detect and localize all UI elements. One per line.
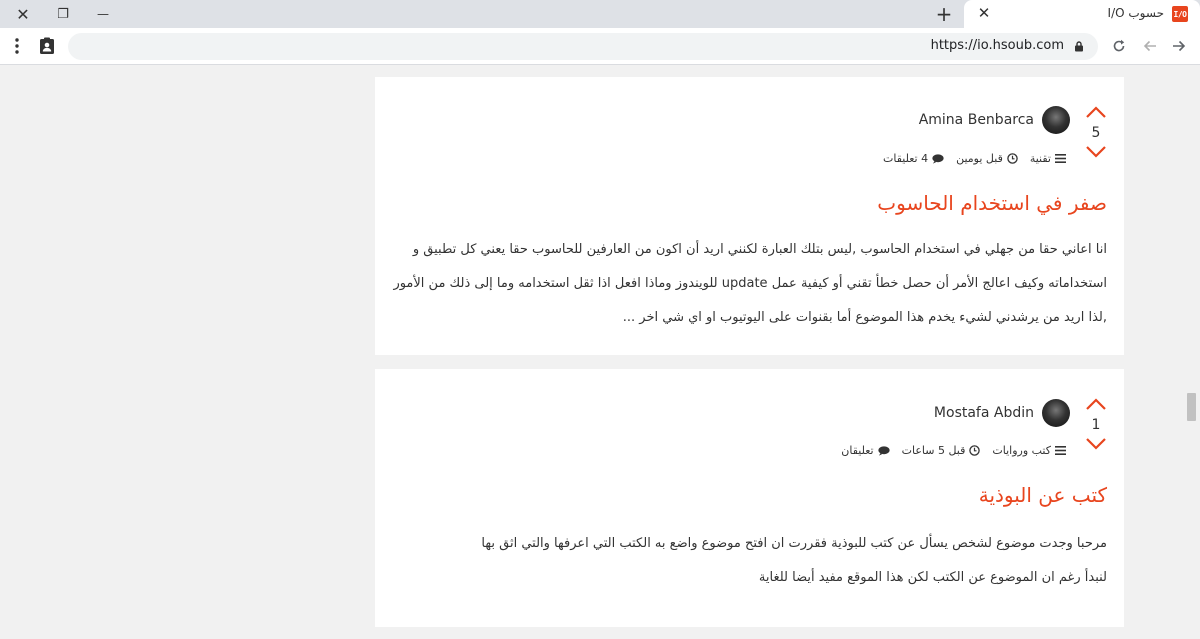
category-link[interactable] <box>1030 152 1066 165</box>
restore-icon: ❐ <box>57 6 69 22</box>
post-title[interactable]: كتب عن البوذية <box>978 483 1107 507</box>
site-favicon: I/O <box>1172 6 1188 22</box>
post-excerpt-line: مرحبا وجدت موضوع لشخص يسأل عن كتب للبوذية فقررت ان افتح موضوع واضع به الكتب التي اعرفها والتي اثق بها <box>481 536 1107 551</box>
scrollbar-thumb[interactable] <box>1187 393 1196 421</box>
author-name[interactable]: Amina Benbarca <box>918 112 1034 128</box>
post-card <box>375 77 1124 355</box>
avatar[interactable] <box>1042 106 1070 134</box>
speech-bubble-icon <box>932 154 944 164</box>
forward-button[interactable] <box>1138 34 1162 58</box>
time-info <box>956 152 1018 165</box>
plus-icon: + <box>935 2 953 26</box>
avatar[interactable] <box>1042 399 1070 427</box>
clipboard-profile-icon <box>39 37 55 55</box>
comments-link[interactable] <box>841 444 889 457</box>
reload-button[interactable] <box>1107 34 1131 58</box>
arrow-left-icon <box>1143 39 1157 53</box>
post-excerpt <box>391 527 1107 595</box>
clock-icon <box>1007 153 1018 164</box>
vote-count: 5 <box>1091 125 1101 141</box>
tab-strip <box>0 0 1200 28</box>
menu-button[interactable] <box>5 34 29 58</box>
post-excerpt-line: لنبدأ رغم ان الموضوع عن الكتب لكن هذا الموقع مفيد أيضا للغاية <box>758 570 1107 585</box>
category-link[interactable] <box>992 444 1066 457</box>
new-tab-button[interactable] <box>930 2 958 26</box>
chevron-up-icon[interactable] <box>1085 397 1107 411</box>
page-scrollbar[interactable] <box>1183 65 1200 639</box>
vote-count: 1 <box>1091 417 1101 433</box>
browser-toolbar <box>0 28 1200 65</box>
chevron-down-icon[interactable] <box>1085 145 1107 159</box>
post-card <box>375 369 1124 627</box>
author-name[interactable]: Mostafa Abdin <box>933 405 1034 421</box>
address-bar[interactable] <box>68 33 1098 60</box>
post-meta <box>829 444 1066 457</box>
minimize-icon: — <box>97 7 109 21</box>
comments-link[interactable] <box>883 152 944 165</box>
back-button[interactable] <box>1167 34 1191 58</box>
tab-close-button[interactable] <box>974 3 994 23</box>
speech-bubble-icon <box>878 446 890 456</box>
menu-lines-icon <box>1055 154 1066 163</box>
category-label: تقنية <box>1029 152 1051 165</box>
lock-icon <box>1074 41 1084 52</box>
time-label: قبل يومين <box>956 152 1003 165</box>
author-row[interactable] <box>934 399 1070 427</box>
reload-icon <box>1112 39 1126 53</box>
time-label: قبل 5 ساعات <box>901 444 966 457</box>
chevron-down-icon[interactable] <box>1085 437 1107 451</box>
tab-title: حسوب I/O <box>1107 6 1164 20</box>
comments-label: 4 تعليقات <box>882 152 929 165</box>
time-info <box>902 444 981 457</box>
window-minimize-button[interactable] <box>80 0 126 28</box>
close-icon: ✕ <box>16 4 30 24</box>
menu-lines-icon <box>1055 446 1066 455</box>
close-icon: ✕ <box>977 4 991 22</box>
post-excerpt-text: انا اعاني حقا من جهلي في استخدام الحاسوب ,ليس بتلك العبارة لكنني اريد أن اكون من العارفين للحاسوب حقا يعني كل تطبيق و استخداماته وكيف اعالج الأمر أن حصل خطأ تقني أو كيفية عمل update للويندوز وماذا افعل اذا ثقل استخدامه وما إلى ذلك من الأمور ,لذا اريد من يرشدني لشيء يخدم هذا الموضوع أما بقنوات على اليوتيوب او اي شي اخر ... <box>393 242 1107 325</box>
chevron-up-icon[interactable] <box>1085 105 1107 119</box>
vote-box <box>1085 105 1107 159</box>
profile-button[interactable] <box>35 34 59 58</box>
post-excerpt <box>391 233 1107 335</box>
browser-tab[interactable] <box>964 0 1200 28</box>
arrow-right-icon <box>1172 39 1186 53</box>
url-text: https://io.hsoub.com <box>930 38 1064 53</box>
post-title[interactable]: صفر في استخدام الحاسوب <box>877 191 1107 215</box>
post-meta <box>871 152 1066 165</box>
kebab-menu-icon <box>15 38 19 54</box>
comments-label: تعليقان <box>841 444 874 457</box>
category-label: كتب وروايات <box>992 444 1051 457</box>
vote-box <box>1085 397 1107 451</box>
clock-icon <box>969 445 980 456</box>
author-row[interactable] <box>919 106 1070 134</box>
